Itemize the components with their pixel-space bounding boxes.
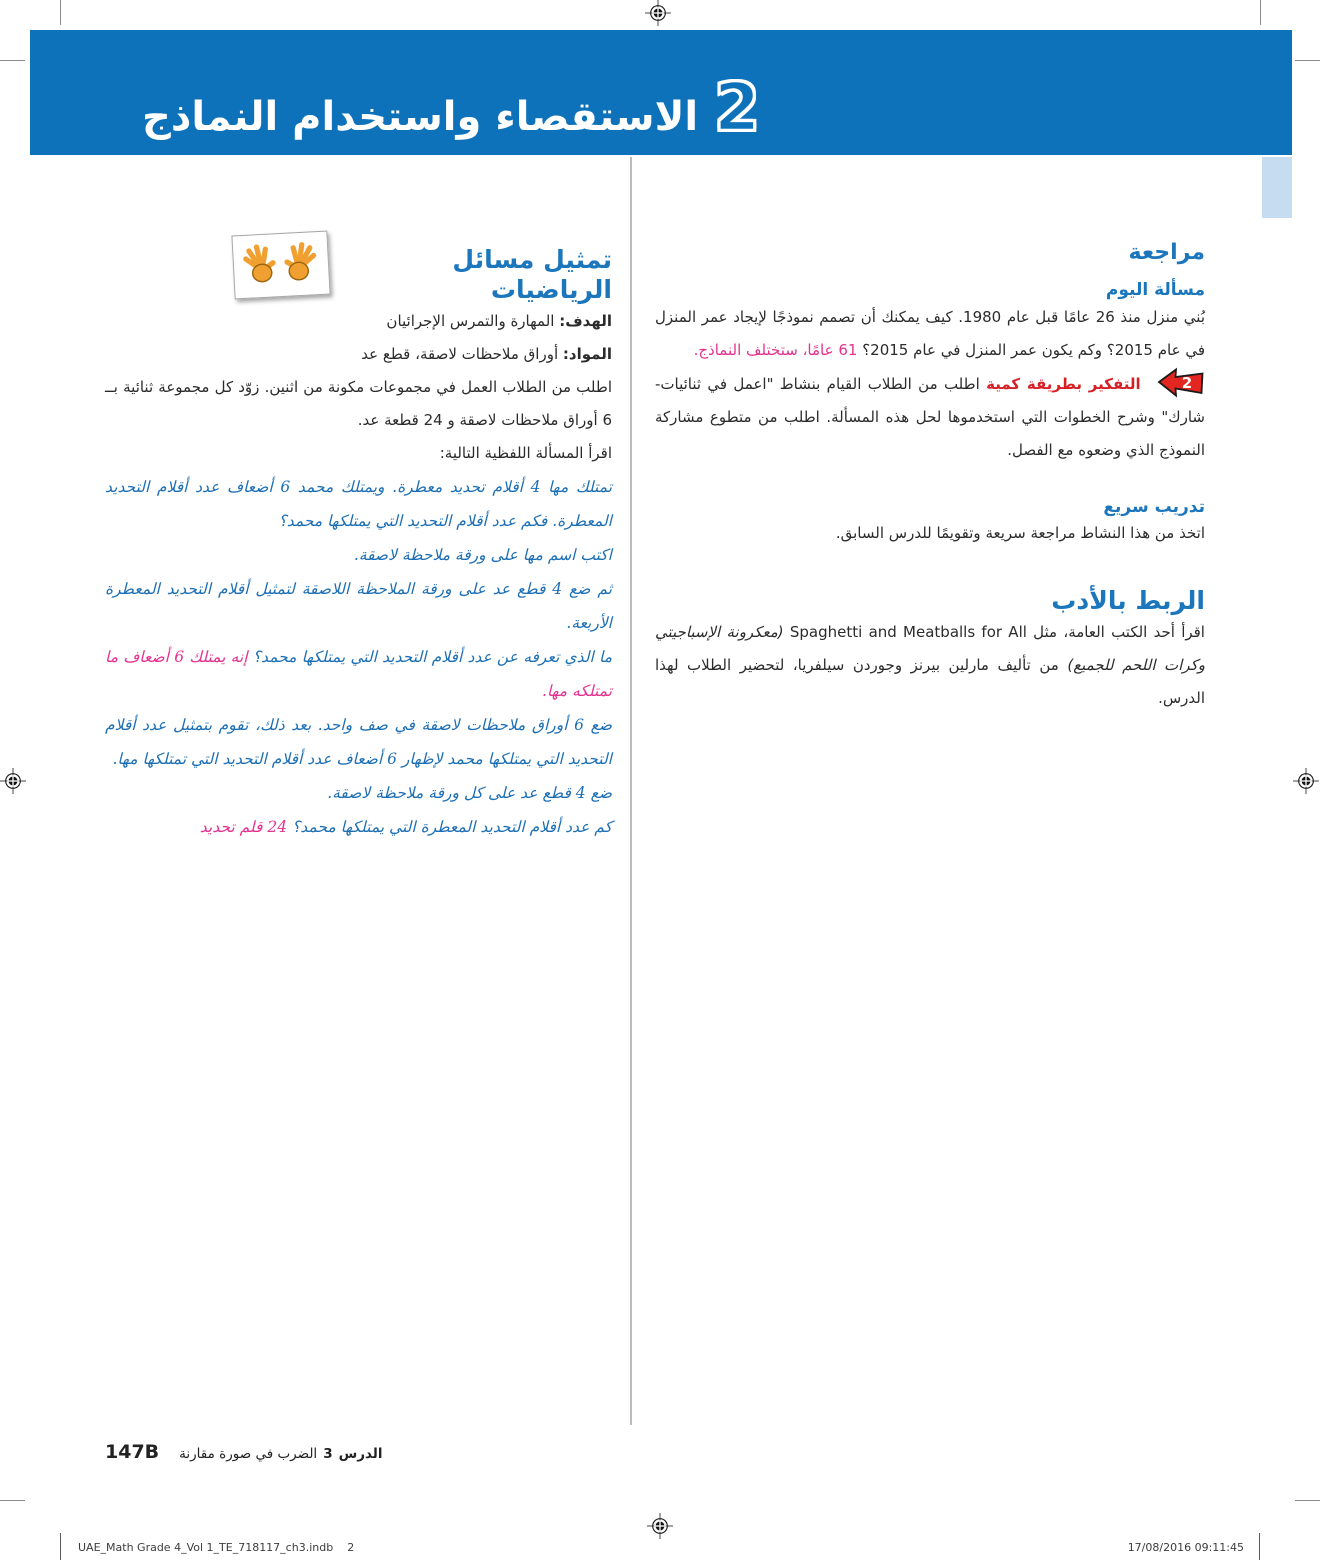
script-answer: 24 قلم تحديد (199, 818, 288, 836)
script-question (105, 640, 612, 708)
goal-line (105, 305, 612, 338)
problem-of-day-text (655, 301, 1205, 367)
print-file-info (78, 1541, 354, 1554)
script-problem: تمتلك مها 4 أقلام تحديد معطرة. ويمتلك محمد 6 أضعاف عدد أقلام التحديد المعطرة. فكم عدد أقلام التحديد التي يمتلكها محمد؟ (105, 478, 613, 530)
materials-line (105, 338, 612, 371)
registration-mark-icon (645, 0, 671, 26)
print-file-page: 2 (347, 1541, 355, 1554)
think-text: اطلب من الطلاب القيام بنشاط "اعمل في ثنائيات-شارك" وشرح الخطوات التي استخدموها لحل هذه المسألة. اطلب من متطوع مشاركة النموذج الذي وضعوه مع الفصل. (655, 374, 1205, 459)
script-step: ثم ضع 4 قطع عد على ورقة الملاحظة اللاصقة لتمثيل أقلام التحديد المعطرة الأربعة. (105, 580, 612, 632)
chapter-number: 2 (714, 69, 761, 146)
print-strip-tick (1259, 1533, 1260, 1560)
materials-text: أوراق ملاحظات لاصقة، قطع عد (361, 345, 559, 363)
materials-label: المواد: (562, 345, 612, 363)
think-quantitatively-paragraph (655, 367, 1205, 467)
page-number: 147B (105, 1441, 160, 1463)
script-step: ضع 6 أوراق ملاحظات لاصقة في صف واحد. بعد ذلك، تقوم بتمثيل عدد أقلام التحديد التي يمتلكها محمد لإظهار 6 أضعاف عدد أقلام التحديد التي تمتلكها مها. (105, 716, 612, 768)
script-step: اكتب اسم مها على ورقة ملاحظة لاصقة. (353, 546, 612, 564)
book-title-english: Spaghetti and Meatballs for All (789, 623, 1027, 642)
hands-icon (231, 231, 330, 300)
crop-mark (60, 0, 61, 25)
script-question (105, 810, 612, 844)
review-column (655, 240, 1205, 715)
print-strip-tick (60, 1533, 61, 1560)
page-footer (105, 1441, 383, 1463)
chapter-banner (30, 30, 1292, 155)
literature-post: من تأليف مارلين بيرنز وجوردن سيلفريا، لتحضير الطلاب لهذا الدرس. (655, 656, 1205, 708)
print-file-name: UAE_Math Grade 4_Vol 1_TE_718117_ch3.indb (78, 1541, 334, 1554)
step-2-arrow-icon (1157, 367, 1205, 398)
book-title-arabic: (معكرونة الإسباجيتي وكرات اللحم للجميع) (655, 623, 1205, 675)
script-question-text: كم عدد أقلام التحديد المعطرة التي يمتلكها محمد؟ (292, 818, 612, 836)
crop-mark (0, 1500, 25, 1501)
registration-mark-icon (0, 768, 26, 794)
literature-text (655, 616, 1205, 715)
crop-mark (1295, 60, 1320, 61)
quick-practice-text: اتخذ من هذا النشاط مراجعة سريعة وتقويمًا للدرس السابق. (835, 524, 1205, 543)
lesson-label: الدرس (338, 1446, 383, 1462)
script-step: ضع 4 قطع عد على كل ورقة ملاحظة لاصقة. (327, 784, 612, 802)
literature-pre: اقرأ أحد الكتب العامة، مثل (1033, 623, 1205, 642)
goal-label: الهدف: (559, 312, 612, 330)
read-prompt: اقرأ المسألة اللفظية التالية: (439, 444, 612, 462)
svg-text:2: 2 (1181, 373, 1193, 392)
lesson-title: الضرب في صورة مقارنة (179, 1446, 318, 1462)
chapter-title: الاستقصاء واستخدام النماذج (142, 94, 699, 140)
column-divider (630, 157, 632, 1425)
think-label: التفكير بطريقة كمية (986, 374, 1141, 393)
crop-mark (0, 60, 25, 61)
activity-header (105, 233, 612, 305)
problem-of-day-title: مسألة اليوم (1105, 280, 1205, 301)
lesson-number: 3 (323, 1446, 333, 1462)
edge-tab (1262, 157, 1292, 218)
review-title: مراجعة (1128, 240, 1205, 265)
literature-title: الربط بالأدب (1051, 586, 1205, 616)
activity-column (105, 233, 612, 844)
problem-answer: 61 عامًا، ستختلف النماذج. (693, 340, 858, 359)
activity-intro: اطلب من الطلاب العمل في مجموعات مكونة من اثنين. زوّد كل مجموعة ثنائية بــ 6 أوراق ملاحظات لاصقة و 24 قطعة عد. (105, 378, 612, 429)
script-answer: إنه يمتلك 6 أضعاف ما تمتلكه مها. (105, 648, 612, 700)
quick-practice-title: تدريب سريع (1103, 496, 1205, 517)
registration-mark-icon (1293, 768, 1319, 794)
crop-mark (1260, 0, 1261, 25)
crop-mark (1295, 1500, 1320, 1501)
lesson-reference (179, 1446, 382, 1462)
script-question-text: ما الذي تعرفه عن عدد أقلام التحديد التي يمتلكها محمد؟ (252, 648, 612, 666)
print-datetime: 17/08/2016 09:11:45 (1127, 1541, 1244, 1554)
registration-mark-icon (647, 1513, 673, 1539)
goal-text: المهارة والتمرس الإجرائيان (386, 312, 555, 330)
activity-title: تمثيل مسائل الرياضيات (452, 245, 612, 304)
problem-text: بُني منزل منذ 26 عامًا قبل عام 1980. كيف يمكنك أن تصمم نموذجًا لإيجاد عمر المنزل في عام 2015؟ وكم يكون عمر المنزل في عام 2015؟ (655, 307, 1206, 359)
